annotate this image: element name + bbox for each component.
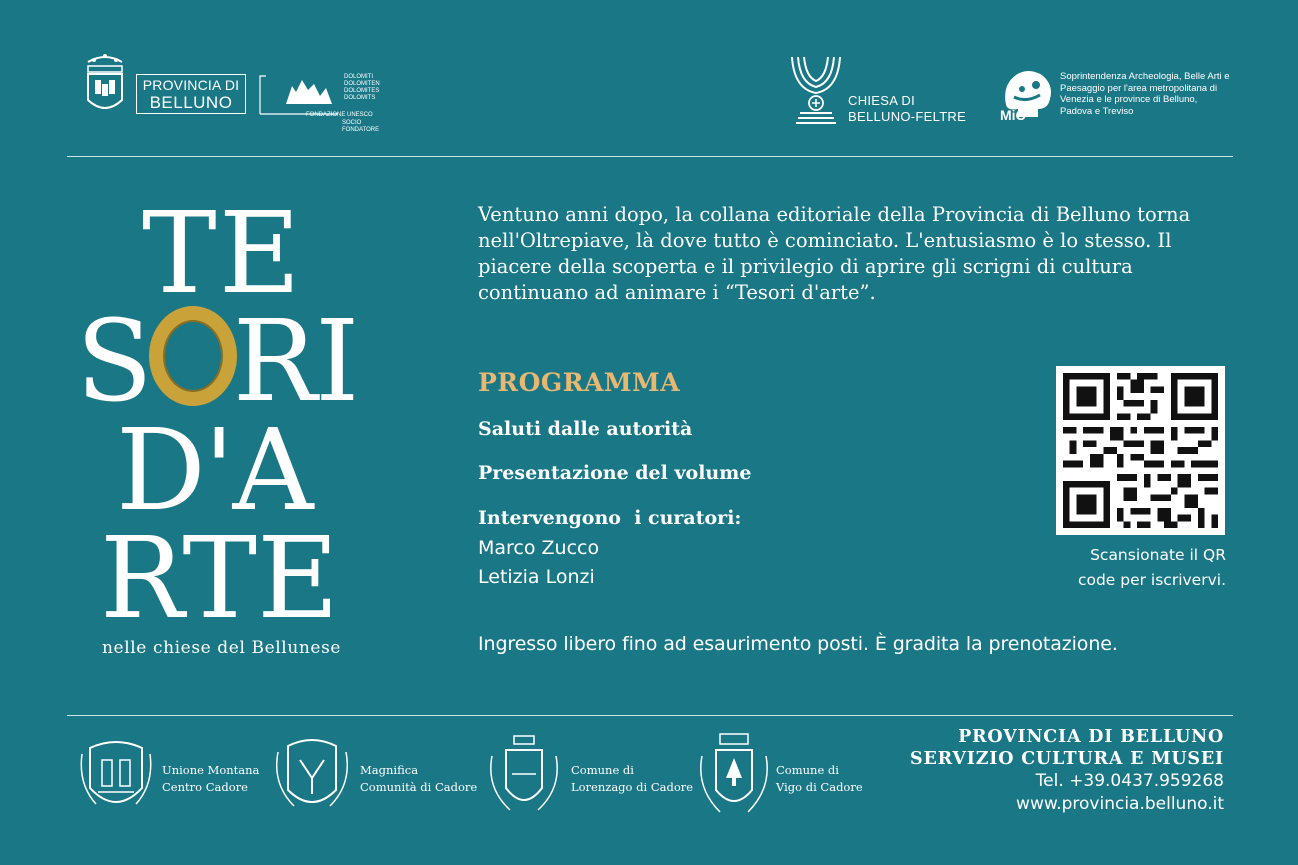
dolomiti-label-4: DOLOMITS [344, 95, 376, 101]
chiesa-label [848, 93, 966, 125]
partner-line: Comune di [571, 763, 634, 777]
soprintendenza-label: Soprintendenza Archeologia, Belle Arti e Paesaggio per l'area metropolitana di Venezia e le province di Belluno, Padova e Treviso [1060, 71, 1230, 117]
partner-line: Vigo di Cadore [776, 780, 863, 794]
magnifica-comunita-crest-icon [272, 734, 352, 820]
contact-block [880, 726, 1224, 816]
contact-org: PROVINCIA DI BELLUNO [958, 727, 1224, 747]
fondazione-unesco-label: FONDAZIONE UNESCO [306, 112, 373, 118]
curator-name: Marco Zucco [478, 537, 600, 559]
qr-code[interactable] [1056, 366, 1225, 535]
chiesa-chalice-icon [788, 55, 844, 125]
programma-item-curatori: Intervengono i curatori: [478, 507, 742, 529]
qr-caption [1030, 543, 1226, 593]
dolomiti-label-3: DOLOMITES [344, 88, 380, 94]
mic-logo [998, 65, 1056, 125]
partner-unione-montana [162, 762, 259, 796]
qr-caption-line1: Scansionate il QR [1090, 546, 1226, 564]
curator-name: Letizia Lonzi [478, 566, 595, 588]
title-line-1: TE [142, 189, 303, 319]
programma-item-saluti: Saluti dalle autorità [478, 418, 693, 440]
contact-service: SERVIZIO CULTURA E MUSEI [910, 749, 1224, 769]
provincia-logo-line1: PROVINCIA DI [142, 77, 240, 93]
partner-vigo [776, 762, 863, 796]
partner-line: Comune di [776, 763, 839, 777]
intro-paragraph: Ventuno anni dopo, la collana editoriale della Provincia di Belluno torna nell'Oltrepiave, là dove tutto è cominciato. L'entusiasmo è lo stesso. Il piacere della scoperta e il privilegio di aprire gli scrigni di cultura continuano ad animare i “Tesori d'arte”. [478, 203, 1191, 304]
title-line-3: D'A [116, 406, 312, 536]
partner-line: Comunità di Cadore [360, 780, 478, 794]
programma-heading: PROGRAMMA [478, 368, 681, 397]
title-line-4: RTE [100, 514, 339, 644]
unione-montana-crest-icon [76, 734, 156, 820]
vigo-crest-icon [694, 732, 774, 818]
partner-magnifica-comunita [360, 762, 477, 796]
qr-caption-line2: code per iscrivervi. [1077, 571, 1226, 589]
partner-line: Centro Cadore [162, 780, 248, 794]
provincia-crest-icon [80, 52, 130, 118]
dolomiti-label-2: DOLOMITEN [344, 81, 380, 87]
provincia-belluno-logo [136, 74, 246, 114]
chiesa-line2: BELLUNO-FELTRE [848, 109, 967, 124]
gold-ring-o-icon [149, 306, 237, 406]
socio-fondatore-label: SOCIO FONDATORE [342, 120, 380, 133]
partner-line: Unione Montana [162, 763, 260, 777]
partner-line: Lorenzago di Cadore [571, 780, 694, 794]
programma-item-presentazione: Presentazione del volume [478, 462, 752, 484]
partner-line: Magnifica [360, 763, 419, 777]
chiesa-line1: CHIESA DI [848, 93, 915, 108]
footer-divider [67, 715, 1233, 716]
title-line-2-start: S [76, 297, 151, 427]
ingresso-note: Ingresso libero fino ad esaurimento posti. È gradita la prenotazione. [478, 633, 1118, 655]
dolomiti-unesco-logo [258, 74, 378, 132]
contact-website-link[interactable]: www.provincia.belluno.it [1016, 794, 1224, 814]
title-line-2-end: RI [232, 297, 358, 427]
header-divider [67, 156, 1233, 157]
dolomiti-label-1: DOLOMITI [344, 74, 374, 80]
lorenzago-crest-icon [484, 734, 564, 820]
contact-phone[interactable]: Tel. +39.0437.959268 [1035, 771, 1224, 791]
provincia-logo-line2: BELLUNO [149, 93, 233, 112]
partner-lorenzago [571, 762, 693, 796]
title-line-2 [76, 297, 358, 427]
title-subtitle: nelle chiese del Bellunese [102, 638, 342, 658]
mic-label: MiC [1000, 107, 1026, 123]
